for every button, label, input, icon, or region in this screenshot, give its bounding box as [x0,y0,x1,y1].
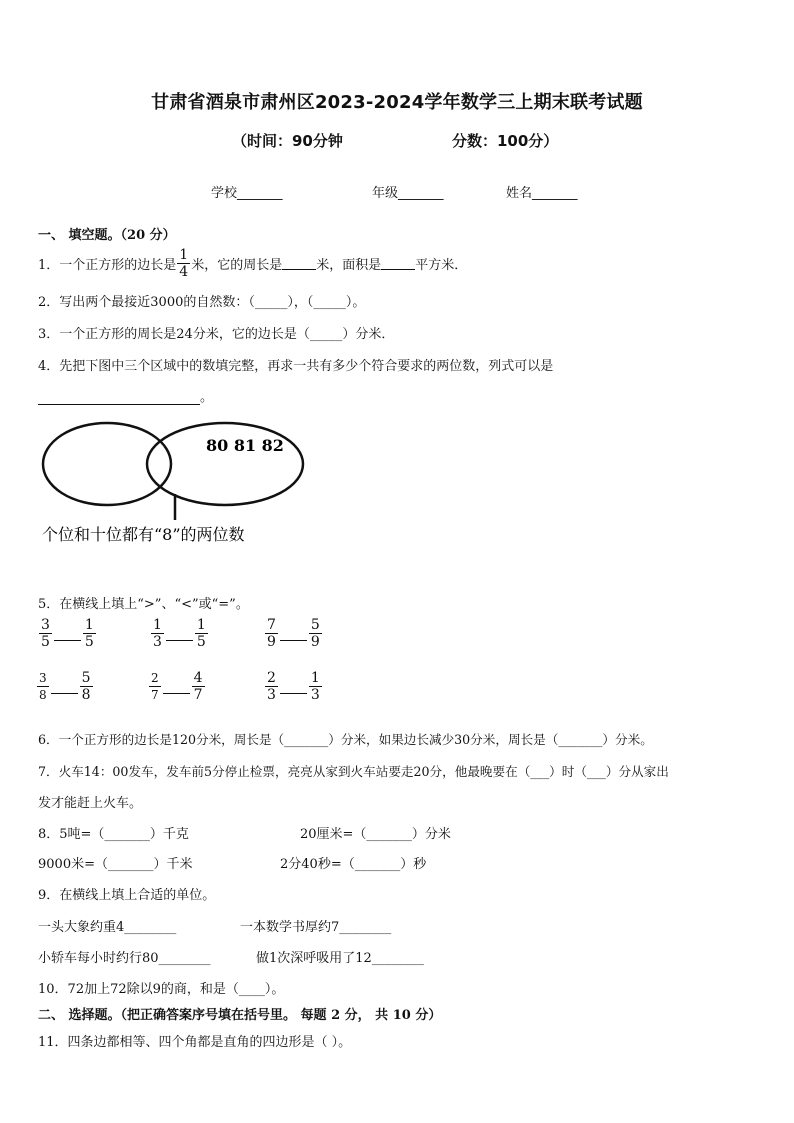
comparison-6 [264,670,323,703]
cmp2-b-num: 1 [196,617,206,633]
cmp2-a-den: 3 [153,634,162,650]
cmp3-answer-blank[interactable] [280,640,307,641]
cmp3-b-den: 9 [310,634,320,650]
cmp1-b-den: 5 [84,634,94,650]
q1-answer-blank-1[interactable] [282,256,316,270]
question-8c: 9000米=（_______）千米 [38,857,193,872]
comparison-1 [38,617,97,650]
cmp6-b-den: 3 [310,687,320,703]
cmp6-a-num: 2 [267,670,276,686]
cmp4-b-num: 5 [81,670,91,686]
cmp6-a-den: 3 [267,687,276,703]
question-1 [38,244,467,282]
q1-answer-blank-2[interactable] [381,256,415,270]
comparison-4 [36,670,94,703]
cmp5-answer-blank[interactable] [163,693,190,694]
question-8d: 2分40秒=（_______）秒 [280,857,427,872]
q1-text-post: 平方米． [415,257,468,273]
cmp4-answer-blank[interactable] [51,693,78,694]
venn-numbers: 80 81 82 [206,436,284,455]
question-7-line-1: 7．火车14：00发车，发车前5分停止检票，亮亮从家到火车站要走20分，他最晚要在（___）时（___）分从家出 [38,764,669,779]
question-8b: 20厘米=（_______）分米 [300,827,451,842]
question-8a: 8．5吨=（_______）千克 [38,827,189,842]
cmp4-b-den: 8 [81,687,91,703]
cmp5-b-den: 7 [193,687,203,703]
cmp3-a-num: 7 [267,617,276,633]
question-9: 9．在横线上填上合适的单位。 [38,888,216,903]
comparison-2 [150,617,209,650]
cmp1-a-num: 3 [41,617,50,633]
question-4: 4．先把下图中三个区域中的数填完整，再求一共有多少个符合要求的两位数，列式可以是 [38,359,554,374]
cmp5-a-den: 7 [151,688,159,702]
q4-answer-blank[interactable] [38,391,200,405]
cmp4-a-den: 8 [39,688,47,702]
q1-text-pre: 1．一个正方形的边长是 [38,257,177,273]
cmp1-b-num: 1 [84,617,94,633]
q1-text-mid2: 米，面积是 [316,257,382,273]
q4-tail: 。 [200,390,214,405]
cmp3-a-den: 9 [267,634,276,650]
question-9b: 一本数学书厚约7________ [240,920,392,935]
comparison-5 [148,670,206,703]
school-field[interactable]: 学校_______ [211,186,283,201]
question-10: 10．72加上72除以9的商，和是（____）。 [38,982,285,997]
comparison-3 [264,617,323,650]
cmp5-a-num: 2 [151,671,159,685]
section-2-heading: 二、 选择题。（把正确答案序号填在括号里。 每题 2 分， 共 10 分） [38,1008,442,1023]
question-7-line-2: 发才能赶上火车。 [38,796,143,811]
cmp2-a-num: 1 [153,617,162,633]
exam-time: （时间：90分钟 [232,132,343,150]
cmp1-a-den: 5 [41,634,50,650]
cmp5-b-num: 4 [193,670,203,686]
cmp2-answer-blank[interactable] [166,640,193,641]
cmp4-a-num: 3 [39,671,47,685]
q1-frac-den: 4 [179,263,189,280]
cmp3-b-num: 5 [310,617,320,633]
question-4-answer-line [38,386,213,405]
question-9c: 小轿车每小时约行80________ [38,951,211,966]
question-9d: 做1次深呼吸用了12________ [256,951,424,966]
cmp1-answer-blank[interactable] [54,640,81,641]
venn-diagram [36,420,316,550]
question-2: 2．写出两个最接近3000的自然数：（_____），（_____）。 [38,295,366,310]
question-3: 3．一个正方形的周长是24分米，它的边长是（_____）分米． [38,327,395,342]
venn-left-circle [43,423,171,505]
question-5: 5．在横线上填上“>”、“<”或“=”。 [38,597,249,612]
question-11: 11．四条边都相等、四个角都是直角的四边形是（ ）。 [38,1035,352,1050]
section-1-heading: 一、 填空题。（20 分） [38,228,176,243]
cmp6-b-num: 1 [310,670,320,686]
question-6: 6．一个正方形的边长是120分米，周长是（_______）分米，如果边长减少30分米，周长是（_______）分米。 [38,732,653,747]
question-9a: 一头大象约重4________ [38,920,177,935]
name-field[interactable]: 姓名_______ [506,186,578,201]
grade-field[interactable]: 年级_______ [372,186,444,201]
q1-fraction [177,247,190,280]
q1-text-mid1: 米，它的周长是 [191,257,283,273]
exam-score: 分数：100分） [452,132,559,150]
page-title: 甘肃省酒泉市肃州区2023-2024学年数学三上期末联考试题 [151,92,643,113]
cmp2-b-den: 5 [196,634,206,650]
venn-caption: 个位和十位都有“8”的两位数 [42,525,245,544]
cmp6-answer-blank[interactable] [280,693,307,694]
q1-frac-num: 1 [179,246,189,263]
